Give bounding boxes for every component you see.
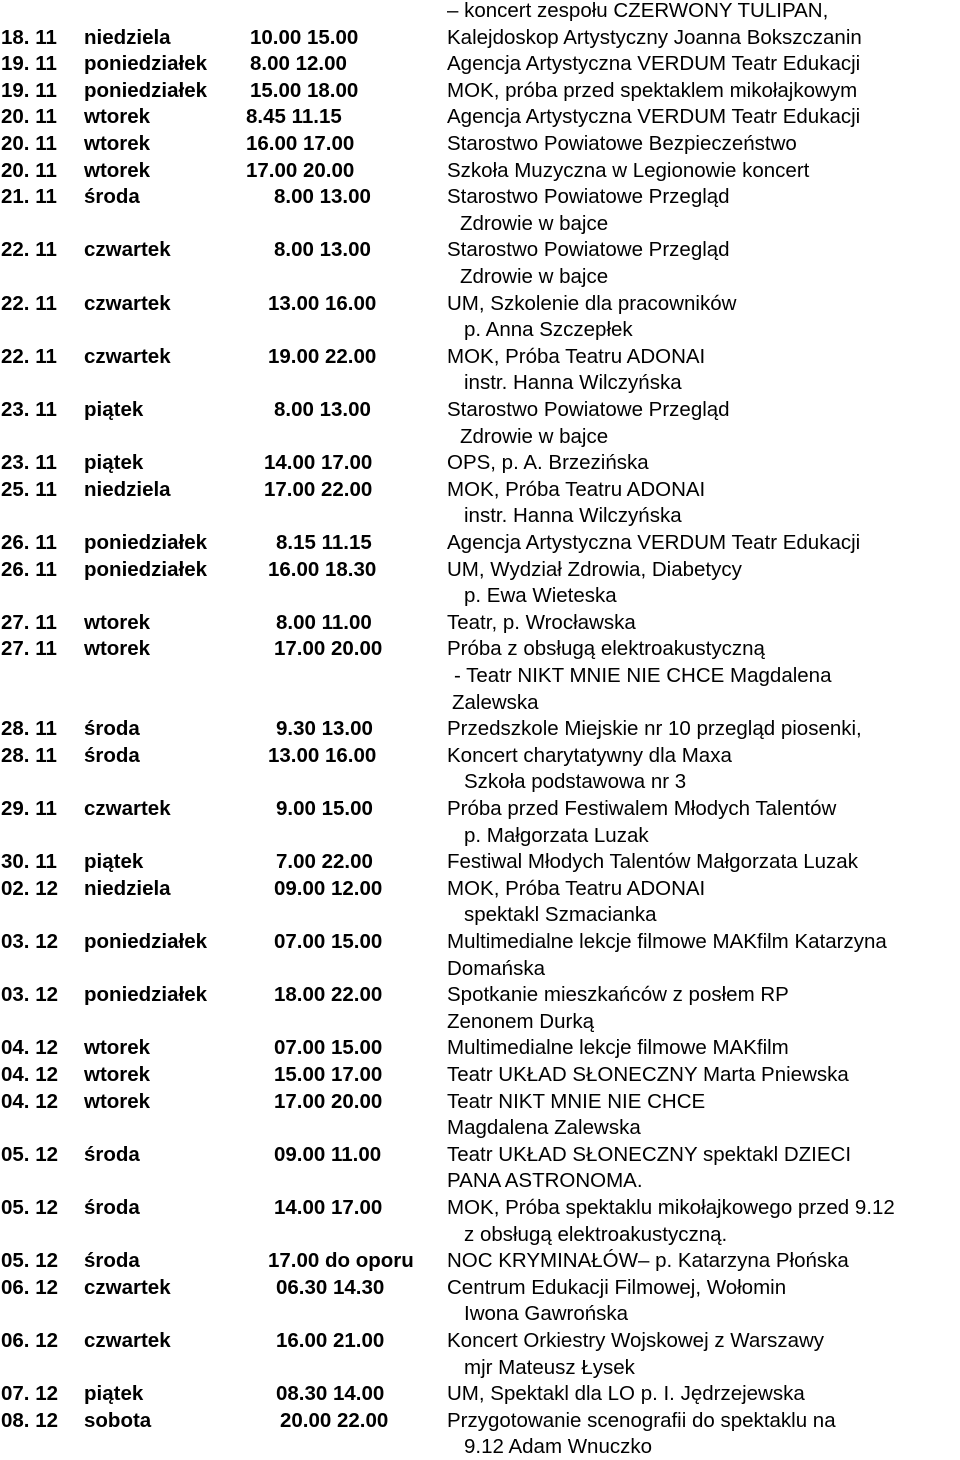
entry-description-continued: Iwona Gawrońska	[464, 1302, 629, 1326]
entry-day: wtorek	[84, 1036, 151, 1060]
entry-day: poniedziałek	[84, 983, 208, 1007]
entry-description: Agencja Artystyczna VERDUM Teatr Edukacji	[447, 531, 861, 554]
entry-day: środa	[84, 717, 140, 741]
entry-description: Teatr UKŁAD SŁONECZNY spektakl DZIECI	[447, 1142, 852, 1166]
entry-day: niedziela	[84, 477, 171, 501]
entry-day: środa	[84, 1196, 140, 1219]
entry-description: Multimedialne lekcje filmowe MAKfilm	[447, 1036, 789, 1060]
entry-day: sobota	[84, 1408, 152, 1432]
entry-time: 17.00 do oporu	[268, 1249, 414, 1273]
entry-time: 8.00 13.00	[274, 185, 371, 209]
entry-description: Teatr, p. Wrocławska	[447, 610, 636, 634]
entry-time: 8.45 11.15	[246, 105, 342, 129]
entry-description: MOK, Próba Teatru ADONAI	[447, 477, 706, 501]
entry-time: 07.00 15.00	[274, 930, 383, 953]
entry-day: czwartek	[84, 344, 171, 368]
entry-date: 22. 11	[1, 291, 57, 315]
entry-description: Koncert Orkiestry Wojskowej z Warszawy	[447, 1329, 825, 1352]
entry-day: czwartek	[84, 1275, 171, 1299]
entry-day: poniedziałek	[84, 930, 208, 953]
entry-date: 08. 12	[1, 1408, 58, 1432]
entry-description-continued: p. Anna Szczepłek	[464, 318, 633, 342]
entry-day: poniedziałek	[84, 52, 208, 76]
entry-date: 20. 11	[1, 105, 57, 129]
entry-time: 18.00 22.00	[274, 983, 383, 1007]
entry-day: czwartek	[84, 291, 171, 315]
entry-date: 06. 12	[1, 1275, 58, 1299]
entry-description-continued: Domańska	[447, 956, 545, 980]
entry-time: 7.00 22.00	[276, 850, 373, 874]
entry-description: MOK, Próba Teatru ADONAI	[447, 876, 706, 900]
entry-description: Koncert charytatywny dla Maxa	[447, 743, 732, 767]
entry-description: Teatr NIKT MNIE NIE CHCE	[447, 1089, 706, 1113]
entry-time: 09.00 12.00	[274, 876, 383, 900]
entry-day: środa	[84, 1249, 140, 1273]
entry-date: 29. 11	[1, 797, 57, 820]
entry-time: 06.30 14.30	[276, 1275, 385, 1299]
entry-description-continued: z obsługą elektroakustyczną.	[464, 1222, 728, 1246]
entry-time: 19.00 22.00	[268, 344, 377, 368]
entry-description: UM, Szkolenie dla pracowników	[447, 291, 737, 315]
entry-description-continued: Zdrowie w bajce	[460, 424, 609, 448]
entry-description: Przygotowanie scenografii do spektaklu na	[447, 1408, 836, 1432]
entry-date: 19. 11	[1, 78, 57, 102]
entry-date: 22. 11	[1, 344, 57, 368]
entry-day: poniedziałek	[84, 78, 208, 102]
entry-date: 04. 12	[1, 1089, 58, 1113]
entry-description-continued: Magdalena Zalewska	[447, 1116, 641, 1140]
entry-date: 23. 11	[1, 451, 57, 475]
entry-date: 04. 12	[1, 1036, 58, 1060]
entry-day: czwartek	[84, 1329, 171, 1352]
entry-day: niedziela	[84, 876, 171, 900]
entry-time: 8.00 13.00	[274, 398, 371, 421]
entry-time: 09.00 11.00	[274, 1142, 382, 1166]
entry-description: NOC KRYMINAŁÓW– p. Katarzyna Płońska	[447, 1249, 849, 1273]
entry-day: piątek	[84, 398, 144, 421]
entry-description: Starostwo Powiatowe Przegląd	[447, 185, 730, 209]
entry-date: 30. 11	[1, 850, 57, 874]
entry-date: 28. 11	[1, 717, 57, 741]
entry-date: 26. 11	[1, 531, 57, 554]
entry-date: 03. 12	[1, 983, 58, 1007]
entry-date: 22. 11	[1, 238, 57, 262]
entry-date: 20. 11	[1, 132, 57, 155]
entry-description: Teatr UKŁAD SŁONECZNY Marta Pniewska	[447, 1063, 849, 1086]
entry-description-continued: Zenonem Durką	[447, 1009, 594, 1033]
entry-time: 16.00 18.30	[268, 557, 377, 581]
entry-day: piątek	[84, 451, 144, 475]
entry-day: wtorek	[84, 132, 151, 155]
entry-description-continued: mjr Mateusz Łysek	[464, 1355, 635, 1379]
entry-description: Próba przed Festiwalem Młodych Talentów	[447, 797, 837, 820]
entry-description: Starostwo Powiatowe Przegląd	[447, 238, 730, 262]
entry-time: 17.00 22.00	[264, 477, 373, 501]
entry-time: 14.00 17.00	[274, 1196, 383, 1219]
entry-time: 17.00 20.00	[274, 1089, 383, 1113]
entry-description: Centrum Edukacji Filmowej, Wołomin	[447, 1275, 787, 1299]
entry-time: 16.00 17.00	[246, 132, 355, 155]
entry-time: 9.00 15.00	[276, 797, 373, 820]
entry-date: 03. 12	[1, 930, 58, 953]
entry-day: środa	[84, 185, 140, 209]
entry-date: 25. 11	[1, 477, 57, 501]
entry-date: 05. 12	[1, 1249, 58, 1273]
entry-date: 05. 12	[1, 1196, 58, 1219]
entry-description: Kalejdoskop Artystyczny Joanna Bokszczanin	[447, 25, 862, 49]
entry-description: OPS, p. A. Brzezińska	[447, 451, 649, 475]
entry-day: piątek	[84, 850, 144, 874]
entry-description: Starostwo Powiatowe Bezpieczeństwo	[447, 132, 797, 155]
entry-description: Festiwal Młodych Talentów Małgorzata Luzak	[447, 850, 858, 874]
entry-time: 15.00 18.00	[250, 78, 359, 102]
entry-time: 8.00 13.00	[274, 238, 371, 262]
entry-description-continued: instr. Hanna Wilczyńska	[464, 371, 682, 395]
entry-date: 05. 12	[1, 1142, 58, 1166]
entry-description-continued: spektakl Szmacianka	[464, 903, 657, 927]
entry-day: piątek	[84, 1382, 144, 1406]
entry-date: 02. 12	[1, 876, 58, 900]
entry-time: 13.00 16.00	[268, 291, 377, 315]
entry-description: Starostwo Powiatowe Przegląd	[447, 398, 730, 421]
entry-time: 17.00 20.00	[246, 158, 355, 182]
entry-description-continued: Zalewska	[452, 690, 539, 714]
entry-time: 15.00 17.00	[274, 1063, 383, 1086]
entry-day: środa	[84, 743, 140, 767]
entry-description-continued: 9.12 Adam Wnuczko	[464, 1435, 653, 1459]
entry-date: 19. 11	[1, 52, 57, 76]
entry-description-continued: Zdrowie w bajce	[460, 211, 609, 235]
entry-date: 27. 11	[1, 637, 57, 661]
entry-description-continued: p. Ewa Wieteska	[464, 584, 617, 608]
entry-day: środa	[84, 1142, 140, 1166]
entry-description: – koncert zespołu CZERWONY TULIPAN,	[447, 0, 829, 22]
entry-description: Przedszkole Miejskie nr 10 przegląd piosenki,	[447, 717, 862, 741]
entry-time: 8.00 12.00	[250, 52, 347, 76]
entry-time: 08.30 14.00	[276, 1382, 385, 1406]
entry-time: 13.00 16.00	[268, 743, 377, 767]
entry-description-continued: Zdrowie w bajce	[460, 265, 609, 288]
entry-time: 07.00 15.00	[274, 1036, 383, 1060]
entry-day: czwartek	[84, 797, 171, 820]
entry-day: wtorek	[84, 637, 151, 661]
entry-description: Szkoła Muzyczna w Legionowie koncert	[447, 158, 810, 182]
entry-date: 27. 11	[1, 610, 57, 634]
entry-description-continued: Szkoła podstawowa nr 3	[464, 770, 687, 794]
entry-day: niedziela	[84, 25, 171, 49]
entry-time: 10.00 15.00	[250, 25, 359, 49]
entry-description: Agencja Artystyczna VERDUM Teatr Edukacji	[447, 52, 861, 76]
entry-date: 23. 11	[1, 398, 57, 421]
entry-description-continued: - Teatr NIKT MNIE NIE CHCE Magdalena	[454, 664, 832, 687]
entry-time: 8.00 11.00	[276, 610, 372, 634]
entry-time: 14.00 17.00	[264, 451, 373, 475]
entry-description: MOK, próba przed spektaklem mikołajkowym	[447, 78, 858, 102]
entry-time: 17.00 20.00	[274, 637, 383, 661]
entry-description-continued: instr. Hanna Wilczyńska	[464, 504, 682, 528]
entry-description: Multimedialne lekcje filmowe MAKfilm Katarzyna	[447, 930, 887, 953]
entry-date: 20. 11	[1, 158, 57, 182]
entry-day: wtorek	[84, 105, 151, 129]
entry-time: 20.00 22.00	[280, 1408, 389, 1432]
entry-day: poniedziałek	[84, 531, 208, 554]
entry-description: UM, Wydział Zdrowia, Diabetycy	[447, 557, 742, 581]
entry-description: MOK, Próba Teatru ADONAI	[447, 344, 706, 368]
entry-day: wtorek	[84, 610, 151, 634]
entry-date: 28. 11	[1, 743, 57, 767]
entry-day: wtorek	[84, 1089, 151, 1113]
entry-date: 04. 12	[1, 1063, 58, 1086]
entry-description: Agencja Artystyczna VERDUM Teatr Edukacji	[447, 105, 861, 129]
entry-day: poniedziałek	[84, 557, 208, 581]
entry-day: czwartek	[84, 238, 171, 262]
entry-description-continued: p. Małgorzata Luzak	[464, 823, 649, 847]
entry-date: 06. 12	[1, 1329, 58, 1352]
entry-day: wtorek	[84, 1063, 151, 1086]
entry-description: Próba z obsługą elektroakustyczną	[447, 637, 765, 661]
entry-description: MOK, Próba spektaklu mikołajkowego przed 9.12	[447, 1196, 895, 1219]
entry-time: 8.15 11.15	[276, 531, 372, 554]
entry-date: 26. 11	[1, 557, 57, 581]
entry-description: Spotkanie mieszkańców z posłem RP	[447, 983, 789, 1007]
entry-time: 16.00 21.00	[276, 1329, 385, 1352]
entry-date: 18. 11	[1, 25, 57, 49]
entry-date: 21. 11	[1, 185, 57, 209]
entry-description: UM, Spektakl dla LO p. I. Jędrzejewska	[447, 1382, 805, 1406]
entry-day: wtorek	[84, 158, 151, 182]
entry-date: 07. 12	[1, 1382, 58, 1406]
entry-description-continued: PANA ASTRONOMA.	[447, 1169, 643, 1193]
entry-time: 9.30 13.00	[276, 717, 373, 741]
